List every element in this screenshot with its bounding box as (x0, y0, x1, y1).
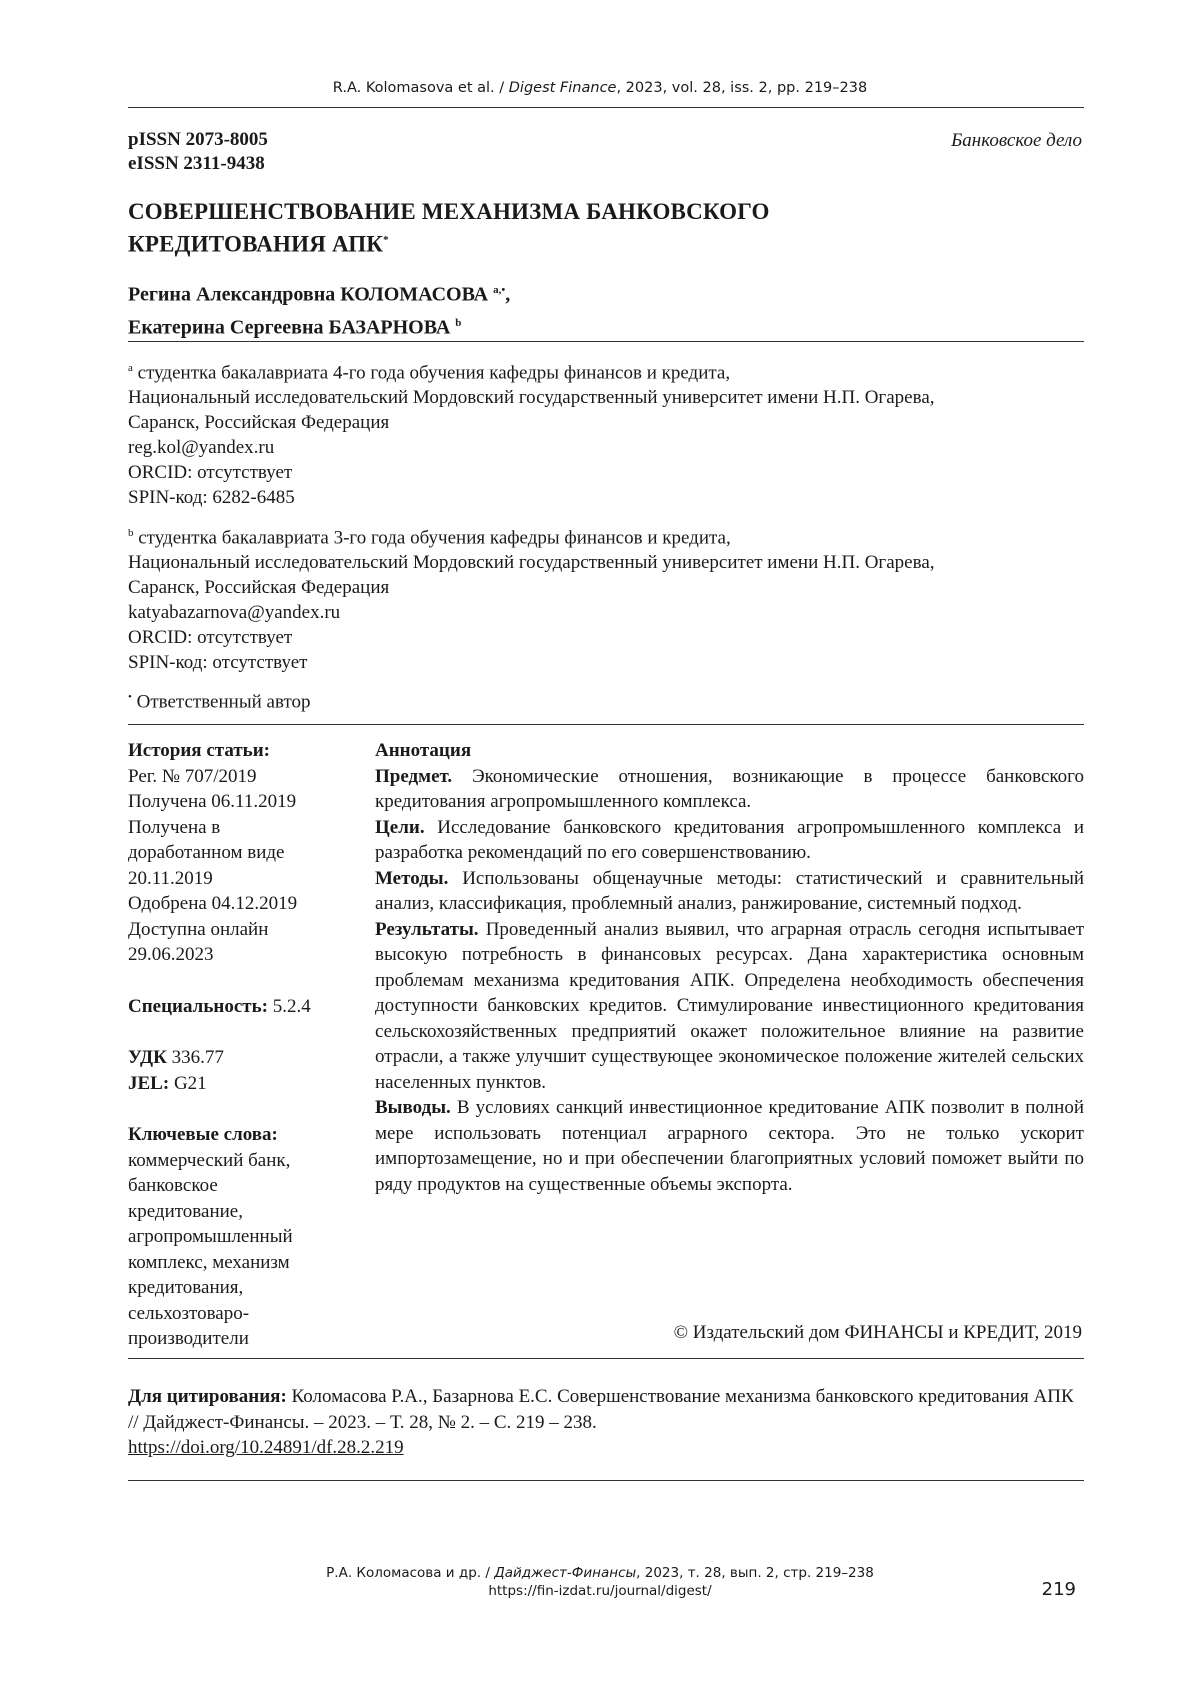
citation (128, 1384, 1084, 1461)
keywords-heading: Ключевые слова: (128, 1124, 278, 1145)
authors-rule (128, 341, 1084, 342)
abstract-heading: Аннотация (375, 740, 472, 761)
footer-url[interactable]: https://fin-izdat.ru/journal/digest/ (488, 1583, 712, 1599)
title-line-1: СОВЕРШЕНСТВОВАНИЕ МЕХАНИЗМА БАНКОВСКОГО (128, 199, 770, 224)
email-b: katyabazarnova@yandex.ru (128, 602, 341, 624)
specialty: Специальность: 5.2.4 (128, 995, 311, 1017)
title-line-2: КРЕДИТОВАНИЯ АПК (128, 231, 384, 257)
authors (128, 276, 510, 341)
running-header (0, 80, 1200, 96)
abstract-methods: Методы. Использованы общенаучные методы: статистический и сравнительный анализ, классификация, проблемный анализ, ранжирование, системный подход. (375, 867, 1084, 914)
affiliation-a: $^a$ студентка бакалавриата 4-го года обучения кафедры финансов и кредита, Национальный исследовательский Мордовский государственный университет имени Н.П. Огарева, Саранск, Российская Федерация reg.kol@yandex.ru ORCID: отсутствует SPIN-код: 6282-6485 (128, 356, 1088, 510)
doi-link[interactable]: https://doi.org/10.24891/df.28.2.219 (128, 1437, 404, 1458)
running-header-journal: Digest Finance (508, 80, 617, 96)
history-heading: История статьи: (128, 740, 270, 761)
affiliation-b: $^b$ студентка бакалавриата 3-го года обучения кафедры финансов и кредита, Национальный исследовательский Мордовский государственный университет имени Н.П. Огарева, Саранск, Российская Федерация katyabazarnova@yandex.ru ORCID: отсутствует SPIN-код: отсутствует (128, 521, 1088, 675)
copyright: © Издательский дом ФИНАНСЫ и КРЕДИТ, 2019 (673, 1322, 1082, 1343)
citation-rule (128, 1480, 1084, 1481)
pissn: pISSN 2073-8005 (128, 129, 268, 150)
corresponding-author-note: • Ответственный автор (128, 691, 311, 713)
author-2: Екатерина Сергеевна БАЗАРНОВА $^b$ (128, 316, 462, 339)
keywords: Ключевые слова: коммерческий банк, банковское кредитование, агропромышленный комплекс, механизм кредитования, сельхозтоваро- производители (128, 1124, 293, 1349)
affiliation-a-mark: a (128, 362, 133, 374)
running-header-authors: R.A. Kolomasova et al. / (332, 80, 505, 96)
running-header-details: , 2023, vol. 28, iss. 2, pp. 219–238 (616, 80, 868, 96)
abstract-conclusions: Выводы. В условиях санкций инвестиционное кредитование АПК позволит в полной мере использовать потенциал аграрного сектора. Это не только ускорит импортозамещение, но и при обеспечении благоприятных условий поможет выйти по ряду продуктов на существенные объемы экспорта. (375, 1097, 1085, 1195)
page-footer: Р.А. Коломасова и др. / Дайджест-Финансы, 2023, т. 28, вып. 2, стр. 219–238 https://fin-izdat.ru/journal/digest/ (0, 1564, 1200, 1600)
abstract (375, 738, 1084, 1197)
abstract-objectives: Цели. Исследование банковского кредитования агропромышленного комплекса и разработка рекомендаций по его совершенствованию. (375, 816, 1085, 863)
abstract-results: Результаты. Проведенный анализ выявил, что аграрная отрасль сегодня испытывает высокую потребность в финансовых ресурсах. Дана характеристика основным проблемам механизма кредитования АПК. Определена необходимость обеспечения доступности банковских кредитов. Стимулирование инвестиционного кредитования сельскохозяйственных предприятий окажет положительное влияние на развитие отрасли, а также улучшит существующее экономическое положение жителей сельских населенных пунктов. (375, 918, 1085, 1093)
classification: УДК 336.77 JEL: G21 (128, 1047, 224, 1094)
eissn: eISSN 2311-9438 (128, 153, 265, 174)
section-label: Банковское дело (951, 130, 1082, 151)
article-title (128, 198, 1028, 259)
affiliation-b-mark: b (128, 527, 134, 539)
abstract-rule (128, 1358, 1084, 1359)
orcid-b: ORCID: отсутствует (128, 627, 293, 649)
title-footnote-mark: * (383, 234, 389, 246)
abstract-subject: Предмет. Экономические отношения, возникающие в процессе банковского кредитования агропромышленного комплекса. (375, 765, 1084, 812)
email-a: reg.kol@yandex.ru (128, 437, 275, 459)
article-info-column (128, 738, 358, 1378)
author-1: Регина Александровна КОЛОМАСОВА $^{a,•}$, (128, 283, 511, 306)
page-number: 219 (1041, 1579, 1076, 1600)
affiliations-rule (128, 724, 1084, 725)
article-history: История статьи: Рег. № 707/2019 Получена 06.11.2019 Получена в доработанном виде 20.11.2019 Одобрена 04.12.2019 Доступна онлайн 29.06.2023 (128, 740, 298, 965)
header-rule (128, 107, 1084, 108)
citation-label: Для цитирования: (128, 1386, 287, 1407)
issn-block (128, 128, 268, 176)
spin-b: SPIN-код: отсутствует (128, 652, 308, 674)
orcid-a: ORCID: отсутствует (128, 462, 293, 484)
citation-text: Коломасова Р.А., Базарнова Е.С. Совершенствование механизма банковского кредитования АПК // Дайджест-Финансы. – 2023. – Т. 28, № 2. – С. 219 – 238. (128, 1386, 1074, 1433)
spin-a: SPIN-код: 6282-6485 (128, 487, 295, 509)
